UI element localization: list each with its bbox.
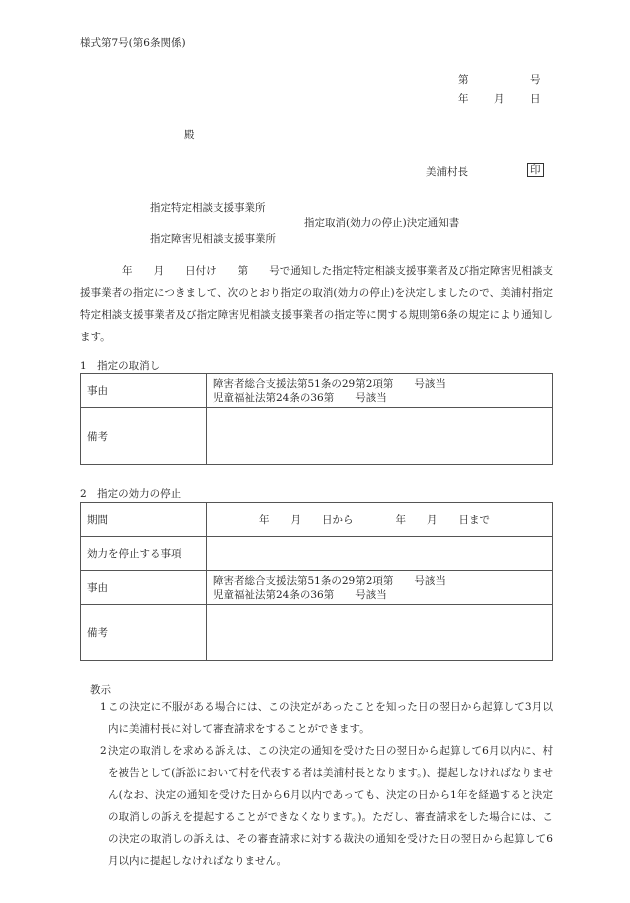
remarks-row: [81, 408, 553, 465]
seal-text: 印: [527, 163, 544, 177]
suspended-items-row: [81, 537, 553, 571]
notice-item-number: 1: [100, 701, 107, 713]
suspended-items-value: [207, 537, 553, 571]
period-row: [81, 503, 553, 537]
form-label: 様式第7号(第6条関係): [80, 37, 186, 49]
remarks-label: 備考: [81, 408, 207, 465]
remarks-label: 備考: [81, 605, 207, 661]
notice-item-text: この決定に不服がある場合には、この決定があったことを知った日の翌日から起算して3月以内に美浦村長に対して審査請求をすることができます。: [108, 701, 553, 735]
document-number-prefix: 第: [458, 74, 469, 86]
notice-heading: 教示: [90, 684, 111, 696]
document-number-suffix: 号: [530, 74, 541, 86]
reason-value: [207, 571, 553, 605]
reason-line-2: 児童福祉法第24条の36第 号該当: [213, 391, 387, 404]
suspension-table: [80, 502, 553, 661]
notice-item-number: 2: [100, 745, 107, 757]
date-year: 年: [458, 93, 469, 105]
date-day: 日: [530, 93, 541, 105]
section1-heading: 1 指定の取消し: [80, 360, 161, 372]
period-value: 年 月 日から 年 月 日まで: [207, 503, 553, 537]
body-paragraph: 年 月 日付け 第 号で通知した指定特定相談支援事業者及び指定障害児相談支援事業者の指定につきまして、次のとおり指定の取消(効力の停止)を決定しましたので、美浦村指定特定相談支援事業者及び指定障害児相談支援事業者の指定等に関する規則第6条の規定により通知します。: [80, 265, 553, 343]
remarks-value: [207, 605, 553, 661]
sender-title: 美浦村長: [426, 166, 468, 178]
title-line-2: 指定取消(効力の停止)決定通知書: [304, 217, 460, 229]
reason-value: [207, 374, 553, 408]
notice-item-1: [90, 696, 553, 740]
notice-item-2: [90, 740, 553, 872]
title-line-1: 指定特定相談支援事業所: [150, 202, 266, 214]
remarks-value: [207, 408, 553, 465]
date-month: 月: [494, 93, 505, 105]
revocation-table: [80, 373, 553, 465]
reason-line-1: 障害者総合支援法第51条の29第2項第 号該当: [213, 377, 446, 390]
remarks-row: [81, 605, 553, 661]
reason-line-1: 障害者総合支援法第51条の29第2項第 号該当: [213, 574, 446, 587]
reason-row: [81, 374, 553, 408]
reason-label: 事由: [81, 374, 207, 408]
suspended-items-label: 効力を停止する事項: [81, 537, 207, 571]
section2-heading: 2 指定の効力の停止: [80, 488, 182, 500]
reason-label: 事由: [81, 571, 207, 605]
reason-row: [81, 571, 553, 605]
reason-line-2: 児童福祉法第24条の36第 号該当: [213, 588, 387, 601]
title-line-3: 指定障害児相談支援事業所: [150, 233, 276, 245]
period-label: 期間: [81, 503, 207, 537]
seal-mark: [527, 163, 544, 177]
addressee-honorific: 殿: [184, 129, 195, 141]
notice-item-text: 決定の取消しを求める訴えは、この決定の通知を受けた日の翌日から起算して6月以内に、村を被告として(訴訟において村を代表する者は美浦村長となります。)、提起しなければなりません(なお、決定の通知を受けた日から6月以内であっても、決定の日から1年を経過すると決定の取消しの訴えを提起することができなくなります。)。ただし、審査請求をした場合には、この決定の取消しの訴えは、その審査請求に対する裁決の通知を受けた日の翌日から起算して6月以内に提起しなければなりません。: [108, 745, 553, 867]
